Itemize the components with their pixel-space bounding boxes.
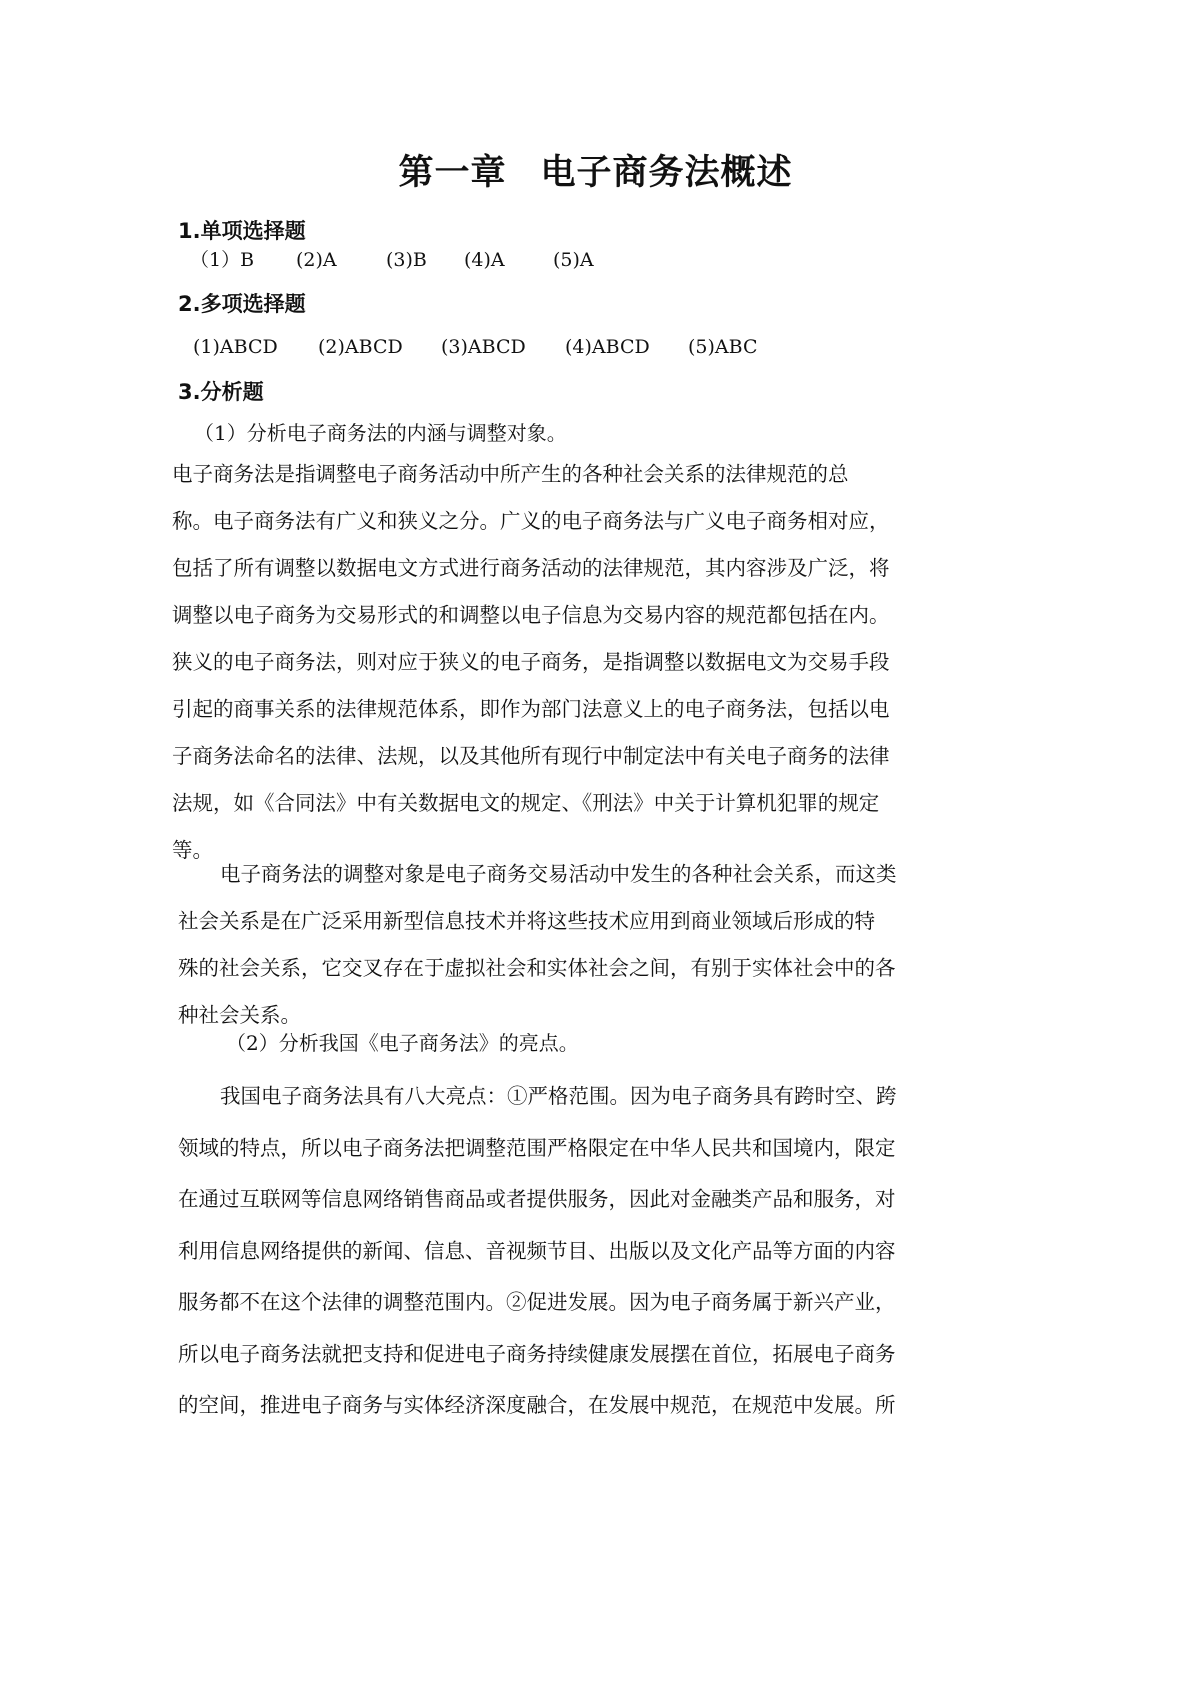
chapter-title (0, 150, 1191, 196)
answer-item: （1）B (190, 249, 255, 271)
answer-item: (3)B (386, 249, 427, 271)
answer-paragraph-2 (178, 851, 1018, 1039)
paragraph-line: 子商务法命名的法律、法规，以及其他所有现行中制定法中有关电子商务的法律 (172, 744, 890, 768)
paragraph-line: 的空间，推进电子商务与实体经济深度融合，在发展中规范，在规范中发展。所 (178, 1393, 896, 1417)
paragraph-line: 殊的社会关系，它交叉存在于虚拟社会和实体社会之间，有别于实体社会中的各 (178, 956, 896, 980)
answer-item: (5)A (553, 249, 594, 271)
paragraph-line: 称。电子商务法有广义和狭义之分。广义的电子商务法与广义电子商务相对应， (172, 509, 890, 533)
paragraph-line: 领域的特点，所以电子商务法把调整范围严格限定在中华人民共和国境内，限定 (178, 1135, 896, 1160)
answer-item: (2)ABCD (318, 336, 403, 358)
paragraph-line: 电子商务法的调整对象是电子商务交易活动中发生的各种社会关系，而这类 (220, 862, 897, 886)
question-2: （2）分析我国《电子商务法》的亮点。 (226, 1031, 579, 1055)
paragraph-line: 我国电子商务法具有八大亮点：①严格范围。因为电子商务具有跨时空、跨 (220, 1084, 897, 1108)
paragraph-line: 调整以电子商务为交易形式的和调整以电子信息为交易内容的规范都包括在内。 (172, 603, 890, 627)
answer-item: (4)ABCD (565, 336, 650, 358)
paragraph-line: 狭义的电子商务法，则对应于狭义的电子商务，是指调整以数据电文为交易手段 (172, 650, 890, 674)
answer-item: (1)ABCD (193, 336, 278, 358)
section-heading-single-choice: 1.单项选择题 (178, 219, 306, 243)
answer-item: (2)A (296, 249, 337, 271)
section-heading-analysis: 3.分析题 (178, 380, 264, 404)
paragraph-line: 等。 (172, 838, 213, 862)
answer-paragraph-3 (178, 1071, 1018, 1432)
paragraph-line: 所以电子商务法就把支持和促进电子商务持续健康发展摆在首位，拓展电子商务 (178, 1341, 896, 1366)
paragraph-line: 法规，如《合同法》中有关数据电文的规定、《刑法》中关于计算机犯罪的规定 (172, 791, 880, 815)
paragraph-line: 种社会关系。 (178, 1003, 301, 1027)
paragraph-line: 电子商务法是指调整电子商务活动中所产生的各种社会关系的法律规范的总 (172, 462, 849, 486)
paragraph-line: 引起的商事关系的法律规范体系，即作为部门法意义上的电子商务法，包括以电 (172, 697, 890, 721)
paragraph-line: 包括了所有调整以数据电文方式进行商务活动的法律规范，其内容涉及广泛，将 (172, 556, 890, 580)
paragraph-line: 社会关系是在广泛采用新型信息技术并将这些技术应用到商业领域后形成的特 (178, 909, 875, 933)
single-choice-answers (0, 246, 1191, 274)
answer-item: (3)ABCD (441, 336, 526, 358)
question-1: （1）分析电子商务法的内涵与调整对象。 (194, 421, 567, 445)
multiple-choice-answers (0, 333, 1191, 361)
chapter-number: 第一章 (398, 153, 507, 193)
section-heading-multiple-choice: 2.多项选择题 (178, 292, 306, 316)
paragraph-line: 服务都不在这个法律的调整范围内。②促进发展。因为电子商务属于新兴产业， (178, 1290, 896, 1314)
paragraph-line: 利用信息网络提供的新闻、信息、音视频节目、出版以及文化产品等方面的内容 (178, 1238, 896, 1263)
answer-paragraph-1 (172, 451, 1012, 874)
paragraph-line: 在通过互联网等信息网络销售商品或者提供服务，因此对金融类产品和服务，对 (178, 1187, 896, 1211)
answer-item: (5)ABC (688, 336, 758, 358)
chapter-name: 电子商务法概述 (540, 153, 793, 193)
answer-item: (4)A (464, 249, 505, 271)
